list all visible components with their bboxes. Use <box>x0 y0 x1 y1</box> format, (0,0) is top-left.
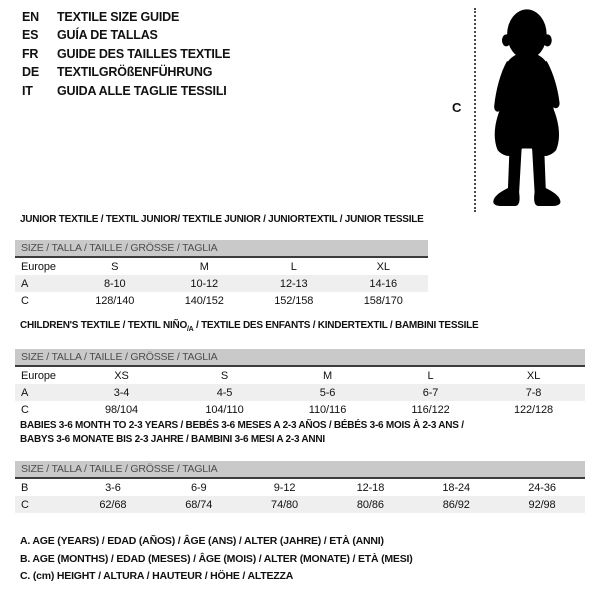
cell: 12-13 <box>279 277 308 290</box>
footnote-b: B. AGE (MONTHS) / EDAD (MESES) / ÂGE (MOIS) / ALTER (MONATE) / ETÀ (MESI) <box>20 552 413 565</box>
table-row <box>15 367 585 384</box>
section-title-text: CHILDREN'S TEXTILE / TEXTIL NIÑO <box>20 320 187 331</box>
row-label: C <box>21 403 29 416</box>
cell: M <box>322 369 333 382</box>
size-header-bar: SIZE / TALLA / TAILLE / GRÖSSE / TAGLIA <box>15 240 428 258</box>
cell: XS <box>114 369 129 382</box>
lang-label: GUIDA ALLE TAGLIE TESSILI <box>57 83 227 98</box>
lang-row-de <box>22 63 230 81</box>
cell: 9-12 <box>273 481 296 494</box>
table-row <box>15 258 428 275</box>
cell: 80/86 <box>356 498 384 511</box>
lang-label: GUIDE DES TAILLES TEXTILE <box>57 46 231 61</box>
section-title-line1: BABIES 3-6 MONTH TO 2-3 YEARS / BEBÉS 3-6 MESES A 2-3 AÑOS / BÉBÉS 3-6 MOIS À 2-3 ANS / <box>20 420 464 431</box>
cell: 104/110 <box>205 403 244 416</box>
cell: 116/122 <box>411 403 450 416</box>
footnotes <box>20 533 413 586</box>
cell: 86/92 <box>442 498 470 511</box>
cell: 3-4 <box>113 386 130 399</box>
cell: XL <box>526 369 541 382</box>
size-header-bar: SIZE / TALLA / TAILLE / GRÖSSE / TAGLIA <box>15 349 585 367</box>
cell: 128/140 <box>95 294 135 307</box>
row-label: A <box>21 277 29 290</box>
cell: 92/98 <box>528 498 556 511</box>
toddler-silhouette-icon <box>483 6 569 212</box>
cell: 68/74 <box>185 498 213 511</box>
cell: S <box>111 260 119 273</box>
cell: XL <box>376 260 390 273</box>
cell: L <box>290 260 297 273</box>
section-title <box>15 319 585 337</box>
table-row <box>15 479 585 496</box>
cell: 98/104 <box>104 403 139 416</box>
section-title <box>15 419 585 447</box>
children-size-table <box>15 367 585 418</box>
height-measure-label: C <box>452 100 462 115</box>
cell: 6-7 <box>422 386 439 399</box>
cell: 24-36 <box>528 481 556 494</box>
junior-size-table <box>15 258 428 309</box>
cell: 110/116 <box>308 403 347 416</box>
lang-row-it <box>22 82 230 100</box>
cell: 62/68 <box>99 498 127 511</box>
lang-code: EN <box>22 10 39 24</box>
cell: 12-18 <box>356 481 385 494</box>
babies-size-table <box>15 479 585 513</box>
cell: 8-10 <box>103 277 126 290</box>
table-row <box>15 292 428 309</box>
section-junior-textile <box>15 213 428 309</box>
footnote-a: A. AGE (YEARS) / EDAD (AÑOS) / ÂGE (ANS) / ALTER (JAHRE) / ETÀ (ANNI) <box>20 535 384 547</box>
cell: 14-16 <box>369 277 398 290</box>
language-header <box>22 8 230 100</box>
cell: L <box>427 369 434 382</box>
lang-row-es <box>22 26 230 44</box>
row-label: C <box>21 294 29 307</box>
cell: 6-9 <box>190 481 207 494</box>
lang-label: TEXTILGRÖßENFÜHRUNG <box>57 65 213 80</box>
row-label: Europe <box>21 260 56 273</box>
table-row <box>15 401 585 418</box>
cell: 158/170 <box>363 294 403 307</box>
cell: 152/158 <box>274 294 314 307</box>
footnote-c: C. (cm) HEIGHT / ALTURA / HAUTEUR / HÖHE / ALTEZZA <box>20 570 294 582</box>
lang-code: ES <box>22 28 39 43</box>
row-label: C <box>21 498 29 511</box>
cell: 74/80 <box>271 498 299 511</box>
size-header-bar: SIZE / TALLA / TAILLE / GRÖSSE / TAGLIA <box>15 461 585 479</box>
table-row <box>15 384 585 401</box>
section-title-line2: BABYS 3-6 MONATE BIS 2-3 JAHRE / BAMBINI 3-6 MESI A 2-3 ANNI <box>20 434 325 445</box>
cell: 7-8 <box>525 386 542 399</box>
cell: 18-24 <box>442 481 471 494</box>
lang-label: GUÍA DE TALLAS <box>57 28 158 43</box>
row-label: B <box>21 481 29 494</box>
cell: 4-5 <box>216 386 233 399</box>
lang-code: FR <box>22 46 39 61</box>
cell: M <box>199 260 209 273</box>
height-measure-line <box>474 8 476 212</box>
section-babies-textile <box>15 419 585 513</box>
lang-code: IT <box>22 83 33 98</box>
cell: 3-6 <box>105 481 121 494</box>
row-label: A <box>21 386 29 399</box>
table-row <box>15 275 428 292</box>
cell: 5-6 <box>319 386 336 399</box>
section-title-text: JUNIOR TEXTILE / TEXTIL JUNIOR/ TEXTILE JUNIOR / JUNIORTEXTIL / JUNIOR TESSILE <box>20 214 424 225</box>
cell: 140/152 <box>184 294 224 307</box>
section-children-textile <box>15 319 585 418</box>
lang-row-fr <box>22 45 230 63</box>
section-title-subscript: /A <box>186 326 194 333</box>
cell: 122/128 <box>513 403 554 416</box>
lang-row-en <box>22 8 230 26</box>
cell: S <box>220 369 229 382</box>
lang-label: TEXTILE SIZE GUIDE <box>57 10 180 24</box>
row-label: Europe <box>21 369 56 382</box>
cell: 10-12 <box>190 277 219 290</box>
section-title <box>15 213 428 227</box>
lang-code: DE <box>22 65 39 80</box>
table-row <box>15 496 585 513</box>
section-title-text: / TEXTILE DES ENFANTS / KINDERTEXTIL / BAMBINI TESSILE <box>193 320 479 331</box>
